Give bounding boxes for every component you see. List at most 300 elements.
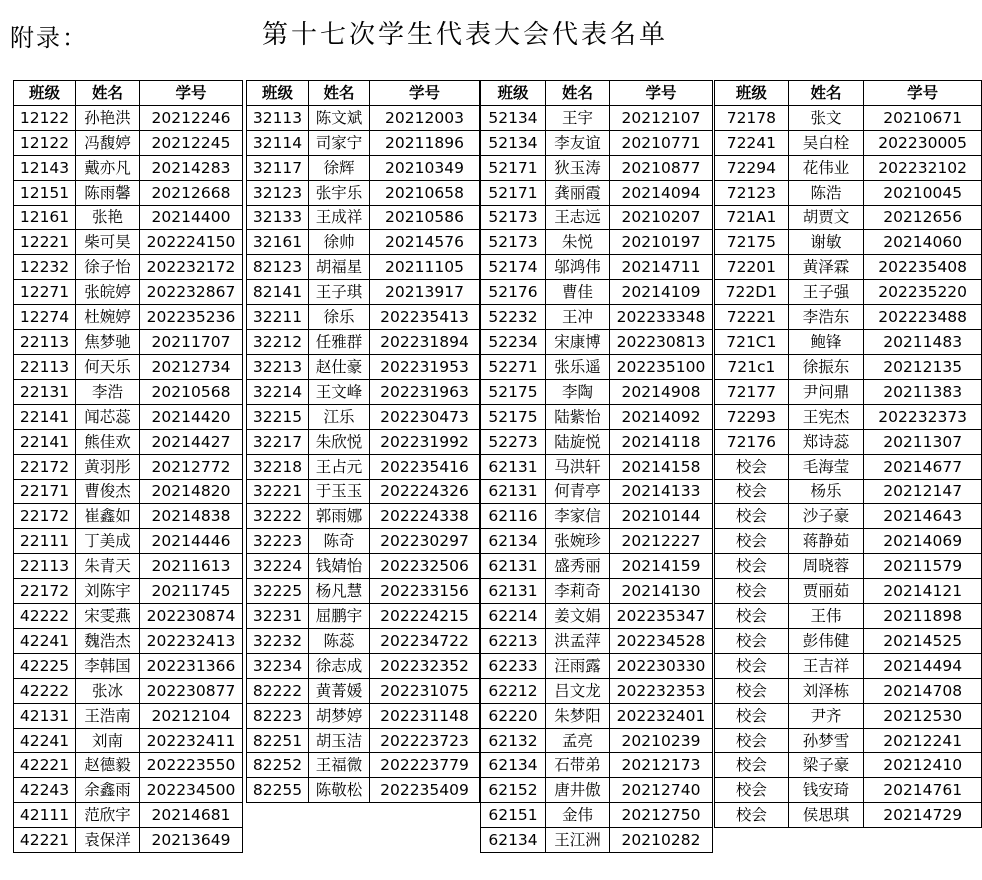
name-cell: 张乐遥 [546, 354, 610, 379]
name-cell: 胡梦婷 [309, 703, 370, 728]
name-cell: 龚丽霞 [546, 180, 610, 205]
class-cell: 42221 [14, 828, 76, 853]
class-cell: 72176 [715, 429, 789, 454]
student-id-cell: 202231963 [370, 379, 480, 404]
name-cell: 王占元 [309, 454, 370, 479]
student-id-cell: 202232172 [140, 255, 243, 280]
table-row [715, 155, 982, 180]
table-row [481, 280, 713, 305]
student-id-cell: 20211707 [140, 330, 243, 355]
class-cell: 62131 [481, 554, 546, 579]
student-id-cell: 20211613 [140, 554, 243, 579]
header-name: 姓名 [309, 81, 370, 106]
class-cell: 12122 [14, 105, 76, 130]
class-cell: 42222 [14, 604, 76, 629]
class-cell: 52134 [481, 130, 546, 155]
student-id-cell: 20214060 [864, 230, 982, 255]
student-id-cell: 202223779 [370, 753, 480, 778]
student-id-cell: 20210568 [140, 379, 243, 404]
class-cell: 62220 [481, 703, 546, 728]
name-cell: 侯思琪 [788, 803, 864, 828]
class-cell: 62213 [481, 628, 546, 653]
name-cell: 徐乐 [309, 305, 370, 330]
table-row [481, 255, 713, 280]
student-id-cell: 20212003 [370, 105, 480, 130]
class-cell: 校会 [715, 504, 789, 529]
table-row [247, 454, 480, 479]
name-cell: 闻芯蕊 [76, 404, 140, 429]
student-id-cell: 202230330 [610, 653, 713, 678]
class-cell: 22172 [14, 454, 76, 479]
table-row [481, 604, 713, 629]
table-row [247, 728, 480, 753]
class-cell: 校会 [715, 678, 789, 703]
table-header-row [247, 81, 480, 106]
student-id-cell: 202231075 [370, 678, 480, 703]
table-row [715, 330, 982, 355]
table-row [14, 678, 243, 703]
table-row [481, 230, 713, 255]
table-row [715, 828, 982, 852]
class-cell: 校会 [715, 653, 789, 678]
table-row [247, 404, 480, 429]
student-id-cell: 202232413 [140, 628, 243, 653]
name-cell: 张宇乐 [309, 180, 370, 205]
class-cell: 82251 [247, 728, 309, 753]
student-id-cell: 202235236 [140, 305, 243, 330]
class-cell: 32214 [247, 379, 309, 404]
name-cell: 江乐 [309, 404, 370, 429]
student-id-cell: 202230005 [864, 130, 982, 155]
table-row [247, 703, 480, 728]
class-cell: 52271 [481, 354, 546, 379]
name-cell: 唐井傲 [546, 778, 610, 803]
table-row [14, 828, 243, 853]
table-row [715, 703, 982, 728]
class-cell: 32123 [247, 180, 309, 205]
class-cell: 52232 [481, 305, 546, 330]
class-cell: 52173 [481, 205, 546, 230]
name-cell: 宋康博 [546, 330, 610, 355]
name-cell: 于玉玉 [309, 479, 370, 504]
student-id-cell: 202230877 [140, 678, 243, 703]
student-id-cell: 202232373 [864, 404, 982, 429]
name-cell: 余鑫雨 [76, 778, 140, 803]
class-cell: 校会 [715, 554, 789, 579]
table-row [715, 803, 982, 828]
class-cell: 42225 [14, 653, 76, 678]
class-cell: 62214 [481, 604, 546, 629]
student-id-cell: 202223488 [864, 305, 982, 330]
table-row [14, 703, 243, 728]
empty-cell [370, 827, 480, 851]
name-cell: 花伟业 [788, 155, 864, 180]
name-cell: 任雅群 [309, 330, 370, 355]
name-cell: 赵德毅 [76, 753, 140, 778]
class-cell: 52273 [481, 429, 546, 454]
student-id-cell: 20212173 [610, 753, 713, 778]
header-student-id: 学号 [610, 81, 713, 106]
name-cell: 屈鹏宇 [309, 604, 370, 629]
student-id-cell: 20214446 [140, 529, 243, 554]
student-id-cell: 202223550 [140, 753, 243, 778]
student-id-cell: 202234528 [610, 628, 713, 653]
class-cell: 32213 [247, 354, 309, 379]
student-id-cell: 20212656 [864, 205, 982, 230]
name-cell: 何天乐 [76, 354, 140, 379]
empty-cell [247, 803, 309, 827]
name-cell: 徐帅 [309, 230, 370, 255]
name-cell: 杨凡慧 [309, 579, 370, 604]
table-row [481, 305, 713, 330]
class-cell: 62132 [481, 728, 546, 753]
name-cell: 钱安琦 [788, 778, 864, 803]
name-cell: 丁美成 [76, 529, 140, 554]
table-row [481, 653, 713, 678]
name-cell: 王宪杰 [788, 404, 864, 429]
name-cell: 胡玉洁 [309, 728, 370, 753]
class-cell: 32234 [247, 653, 309, 678]
student-id-cell: 202235408 [864, 255, 982, 280]
class-cell: 62131 [481, 579, 546, 604]
class-cell: 32222 [247, 504, 309, 529]
name-cell: 郭雨娜 [309, 504, 370, 529]
table-row [481, 803, 713, 828]
student-id-cell: 20214159 [610, 554, 713, 579]
table-row [715, 205, 982, 230]
empty-cell [864, 828, 982, 852]
name-cell: 王浩南 [76, 703, 140, 728]
student-id-cell: 202230297 [370, 529, 480, 554]
table-row [481, 379, 713, 404]
class-cell: 22113 [14, 354, 76, 379]
table-row [481, 130, 713, 155]
name-cell: 蒋静茹 [788, 529, 864, 554]
student-id-cell: 202224338 [370, 504, 480, 529]
class-cell: 72221 [715, 305, 789, 330]
student-id-cell: 20211745 [140, 579, 243, 604]
table-row [481, 504, 713, 529]
name-cell: 王冲 [546, 305, 610, 330]
name-cell: 盛秀丽 [546, 554, 610, 579]
student-id-cell: 202235220 [864, 280, 982, 305]
student-id-cell: 20214158 [610, 454, 713, 479]
class-cell: 12221 [14, 230, 76, 255]
table-row [247, 678, 480, 703]
name-cell: 李浩东 [788, 305, 864, 330]
class-cell: 32113 [247, 105, 309, 130]
name-cell: 郑诗蕊 [788, 429, 864, 454]
class-cell: 32133 [247, 205, 309, 230]
class-cell: 校会 [715, 803, 789, 828]
name-cell: 焦梦驰 [76, 330, 140, 355]
name-cell: 戴亦凡 [76, 155, 140, 180]
name-cell: 曹俊杰 [76, 479, 140, 504]
name-cell: 王伟 [788, 604, 864, 629]
student-id-cell: 20212410 [864, 753, 982, 778]
student-id-cell: 202231366 [140, 653, 243, 678]
table-row [481, 628, 713, 653]
table-row [247, 429, 480, 454]
class-cell: 校会 [715, 604, 789, 629]
name-cell: 徐振东 [788, 354, 864, 379]
student-id-cell: 20210586 [370, 205, 480, 230]
table-row [715, 678, 982, 703]
table-row [715, 180, 982, 205]
table-row [247, 504, 480, 529]
name-cell: 梁子豪 [788, 753, 864, 778]
name-cell: 狄玉涛 [546, 155, 610, 180]
student-id-cell: 20212750 [610, 803, 713, 828]
name-cell: 徐志成 [309, 653, 370, 678]
student-id-cell: 202234722 [370, 628, 480, 653]
name-cell: 杨乐 [788, 479, 864, 504]
table-row [481, 554, 713, 579]
table-row [715, 504, 982, 529]
class-cell: 82222 [247, 678, 309, 703]
table-row [14, 130, 243, 155]
student-id-cell: 202231894 [370, 330, 480, 355]
student-id-cell: 20214711 [610, 255, 713, 280]
class-cell: 32223 [247, 529, 309, 554]
student-id-cell: 20214494 [864, 653, 982, 678]
table-row [481, 479, 713, 504]
table-row [247, 230, 480, 255]
student-id-cell: 20214094 [610, 180, 713, 205]
name-cell: 黄羽彤 [76, 454, 140, 479]
table-row [14, 454, 243, 479]
class-cell: 32232 [247, 628, 309, 653]
student-id-cell: 20214761 [864, 778, 982, 803]
name-cell: 陈雨馨 [76, 180, 140, 205]
class-cell: 12271 [14, 280, 76, 305]
student-id-cell: 20214400 [140, 205, 243, 230]
table-row [481, 180, 713, 205]
table-row [715, 130, 982, 155]
class-cell: 22111 [14, 529, 76, 554]
student-id-cell: 202232867 [140, 280, 243, 305]
table-row [715, 230, 982, 255]
student-id-cell: 20214708 [864, 678, 982, 703]
table-row [14, 155, 243, 180]
name-cell: 张皖婷 [76, 280, 140, 305]
name-cell: 张婉珍 [546, 529, 610, 554]
name-cell: 谢敏 [788, 230, 864, 255]
table-row [481, 579, 713, 604]
empty-cell [309, 803, 370, 827]
name-cell: 胡贾文 [788, 205, 864, 230]
empty-cell [370, 803, 480, 827]
name-cell: 崔鑫如 [76, 504, 140, 529]
student-id-cell: 20214677 [864, 454, 982, 479]
student-id-cell: 202230874 [140, 604, 243, 629]
roster-table-block-4 [714, 80, 982, 852]
class-cell: 校会 [715, 628, 789, 653]
table-row [247, 379, 480, 404]
name-cell: 王吉祥 [788, 653, 864, 678]
table-row [247, 653, 480, 678]
table-row [481, 454, 713, 479]
name-cell: 陈文斌 [309, 105, 370, 130]
student-id-cell: 20212530 [864, 703, 982, 728]
roster-table-block-3 [480, 80, 713, 853]
table-row [481, 529, 713, 554]
table-row [14, 429, 243, 454]
student-id-cell: 20212104 [140, 703, 243, 728]
student-id-cell: 20214820 [140, 479, 243, 504]
table-row [715, 105, 982, 130]
class-cell: 72123 [715, 180, 789, 205]
table-row [715, 255, 982, 280]
student-id-cell: 20210658 [370, 180, 480, 205]
table-row [247, 529, 480, 554]
class-cell: 32218 [247, 454, 309, 479]
class-cell: 721c1 [715, 354, 789, 379]
student-id-cell: 20214427 [140, 429, 243, 454]
table-row [481, 155, 713, 180]
table-row [247, 778, 480, 803]
student-id-cell: 202231148 [370, 703, 480, 728]
student-id-cell: 20212740 [610, 778, 713, 803]
student-id-cell: 20214420 [140, 404, 243, 429]
header-name: 姓名 [546, 81, 610, 106]
name-cell: 徐子怡 [76, 255, 140, 280]
student-id-cell: 20211579 [864, 554, 982, 579]
student-id-cell: 202235347 [610, 604, 713, 629]
class-cell: 62134 [481, 753, 546, 778]
table-row [715, 778, 982, 803]
student-id-cell: 20214838 [140, 504, 243, 529]
table-row [14, 579, 243, 604]
class-cell: 32117 [247, 155, 309, 180]
name-cell: 熊佳欢 [76, 429, 140, 454]
student-id-cell: 202232401 [610, 703, 713, 728]
table-row [247, 180, 480, 205]
table-row [715, 579, 982, 604]
student-id-cell: 202232352 [370, 653, 480, 678]
student-id-cell: 20214729 [864, 803, 982, 828]
table-row [14, 230, 243, 255]
student-id-cell: 20210144 [610, 504, 713, 529]
class-cell: 32215 [247, 404, 309, 429]
student-id-cell: 20214681 [140, 803, 243, 828]
class-cell: 72178 [715, 105, 789, 130]
table-row [715, 404, 982, 429]
class-cell: 12122 [14, 130, 76, 155]
name-cell: 陆旋悦 [546, 429, 610, 454]
table-row [481, 678, 713, 703]
student-id-cell: 20214283 [140, 155, 243, 180]
student-id-cell: 202232353 [610, 678, 713, 703]
student-id-cell: 202224326 [370, 479, 480, 504]
name-cell: 陈蕊 [309, 628, 370, 653]
student-id-cell: 20214576 [370, 230, 480, 255]
class-cell: 22172 [14, 504, 76, 529]
student-id-cell: 20210771 [610, 130, 713, 155]
name-cell: 毛海莹 [788, 454, 864, 479]
table-row [247, 579, 480, 604]
student-id-cell: 20212772 [140, 454, 243, 479]
class-cell: 12151 [14, 180, 76, 205]
name-cell: 李韩国 [76, 653, 140, 678]
header-class: 班级 [715, 81, 789, 106]
name-cell: 朱青天 [76, 554, 140, 579]
class-cell: 12232 [14, 255, 76, 280]
name-cell: 宋雯燕 [76, 604, 140, 629]
name-cell: 朱梦阳 [546, 703, 610, 728]
table-row [14, 778, 243, 803]
class-cell: 52234 [481, 330, 546, 355]
class-cell: 62212 [481, 678, 546, 703]
table-row [14, 529, 243, 554]
student-id-cell: 20210045 [864, 180, 982, 205]
class-cell: 82141 [247, 280, 309, 305]
student-id-cell: 20214908 [610, 379, 713, 404]
header-student-id: 学号 [140, 81, 243, 106]
empty-cell [247, 827, 309, 851]
empty-cell [788, 828, 864, 852]
table-row [14, 205, 243, 230]
student-id-cell: 202235416 [370, 454, 480, 479]
table-header-row [481, 81, 713, 106]
table-row [481, 330, 713, 355]
class-cell: 72177 [715, 379, 789, 404]
table-row [715, 354, 982, 379]
student-id-cell: 20214092 [610, 404, 713, 429]
student-id-cell: 20212107 [610, 105, 713, 130]
student-id-cell: 202230813 [610, 330, 713, 355]
roster-table-block-1 [13, 80, 243, 853]
name-cell: 张文 [788, 105, 864, 130]
student-id-cell: 202233156 [370, 579, 480, 604]
name-cell: 王福微 [309, 753, 370, 778]
student-id-cell: 20213917 [370, 280, 480, 305]
class-cell: 校会 [715, 479, 789, 504]
class-cell: 62116 [481, 504, 546, 529]
student-id-cell: 20211898 [864, 604, 982, 629]
student-id-cell: 202235100 [610, 354, 713, 379]
name-cell: 汪雨露 [546, 653, 610, 678]
name-cell: 洪孟萍 [546, 628, 610, 653]
name-cell: 尹问鼎 [788, 379, 864, 404]
class-cell: 22171 [14, 479, 76, 504]
class-cell: 82223 [247, 703, 309, 728]
table-row [481, 753, 713, 778]
name-cell: 周晓蓉 [788, 554, 864, 579]
class-cell: 62134 [481, 529, 546, 554]
table-row [14, 479, 243, 504]
class-cell: 722D1 [715, 280, 789, 305]
class-cell: 校会 [715, 454, 789, 479]
name-cell: 范欣宇 [76, 803, 140, 828]
table-row [14, 753, 243, 778]
class-cell: 42221 [14, 753, 76, 778]
class-cell: 22172 [14, 579, 76, 604]
class-cell: 22141 [14, 404, 76, 429]
class-cell: 52171 [481, 180, 546, 205]
table-row [247, 628, 480, 653]
name-cell: 冯馥婷 [76, 130, 140, 155]
name-cell: 李莉奇 [546, 579, 610, 604]
student-id-cell: 20211105 [370, 255, 480, 280]
table-header-row [14, 81, 243, 106]
class-cell: 32212 [247, 330, 309, 355]
class-cell: 42222 [14, 678, 76, 703]
name-cell: 石带弟 [546, 753, 610, 778]
roster-table-block-2 [246, 80, 480, 851]
header-name: 姓名 [76, 81, 140, 106]
table-row [14, 504, 243, 529]
